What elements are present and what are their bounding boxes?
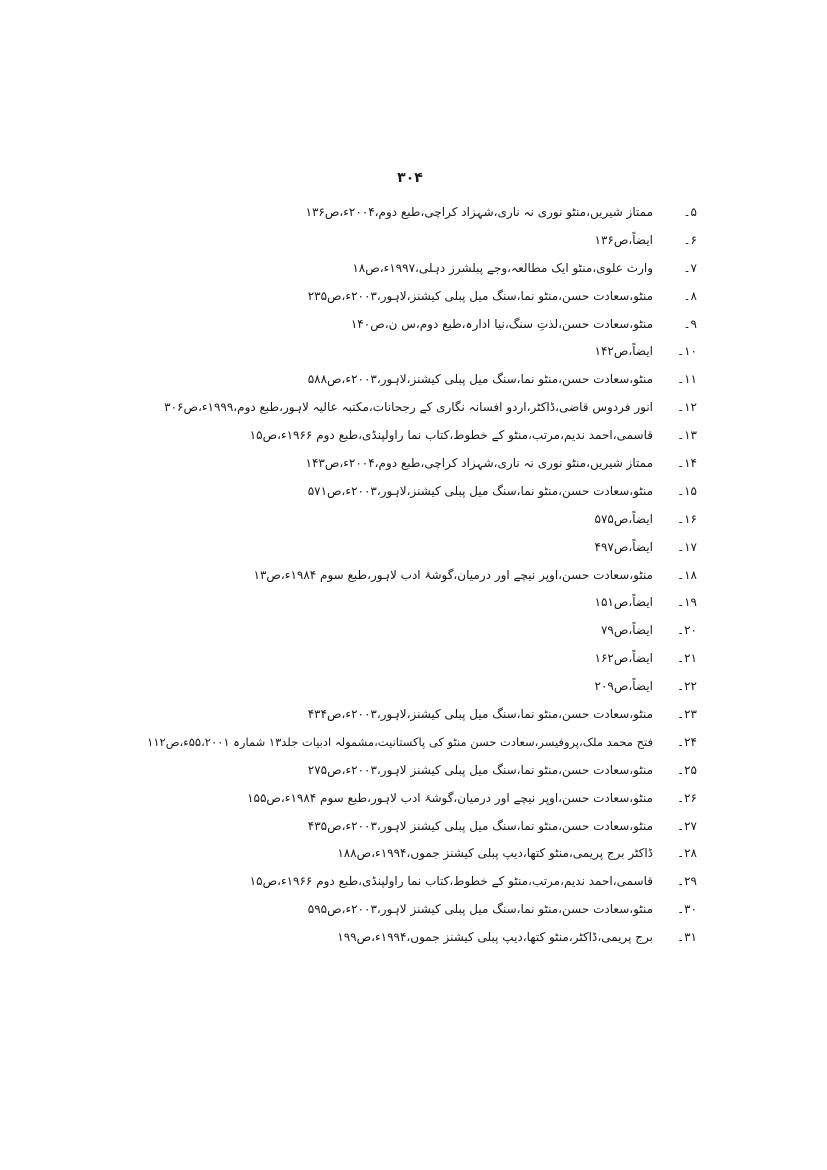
endnote-number: ۲۵۔ (677, 762, 697, 777)
endnote (137, 477, 697, 505)
endnote-number: ۱۹۔ (677, 595, 697, 610)
endnote (137, 923, 697, 951)
endnote (137, 839, 697, 867)
endnote-text: ایضاً،ص۱۶۲ (594, 651, 653, 666)
endnote-text: منٹو،سعادت حسن،منٹو نما،سنگ میل پبلی کیشنز،لاہور،۲۰۰۳ء،ص۴۳۴ (307, 706, 653, 721)
endnote-text: منٹو،سعادت حسن،اوپر نیچے اور درمیان،گوشۂ ادب لاہور،طبع سوم ۱۹۸۴ء،ص۱۵۵ (247, 790, 653, 805)
endnote-number: ۷۔ (683, 260, 697, 275)
endnote (137, 561, 697, 589)
endnote (137, 282, 697, 310)
endnote-number: ۲۲۔ (677, 679, 697, 694)
endnote-text: قاسمی،احمد ندیم،مرتب،منٹو کے خطوط،کتاب نما راولپنڈی،طبع دوم ۱۹۶۶ء،ص۱۵ (249, 874, 653, 889)
endnote-text: منٹو،سعادت حسن،منٹو نما،سنگ میل پبلی کیشنز،لاہور،۲۰۰۳ء،ص۲۳۵ (307, 288, 653, 303)
endnote (137, 867, 697, 895)
endnote-text: منٹو،سعادت حسن،منٹو نما،سنگ میل پبلی کیشنز لاہور،۲۰۰۳ء،ص۲۷۵ (307, 762, 653, 777)
endnote (137, 337, 697, 365)
endnote (137, 226, 697, 254)
endnote (137, 198, 697, 226)
endnote-text: ایضاً،ص۱۳۶ (594, 232, 653, 247)
endnote-number: ۱۶۔ (677, 511, 697, 526)
endnote (137, 728, 697, 756)
endnote-number: ۸۔ (683, 288, 697, 303)
endnote (137, 421, 697, 449)
endnote-number: ۱۵۔ (677, 483, 697, 498)
endnote-number: ۱۴۔ (677, 455, 697, 470)
endnote-number: ۳۱۔ (677, 930, 697, 945)
endnote (137, 310, 697, 338)
endnote-number: ۱۸۔ (677, 567, 697, 582)
endnote-text: ایضاً،ص۴۹۷ (594, 539, 653, 554)
endnote (137, 449, 697, 477)
endnote-number: ۲۷۔ (677, 818, 697, 833)
endnotes-list (137, 198, 697, 951)
endnote-number: ۶۔ (683, 232, 697, 247)
endnote-number: ۱۰۔ (677, 344, 697, 359)
endnote-text: ایضاً،ص۷۹ (600, 623, 653, 638)
endnote-text: منٹو،سعادت حسن،لذتِ سنگ،نیا ادارہ،طبع دوم،س ن،ص۱۴۰ (350, 316, 653, 331)
endnote-text: منٹو،سعادت حسن،منٹو نما،سنگ میل پبلی کیشنز لاہور،۲۰۰۳ء،ص۴۳۵ (307, 818, 653, 833)
endnote-number: ۱۱۔ (677, 372, 697, 387)
endnote-text: ایضاً،ص۲۰۹ (594, 679, 653, 694)
endnote (137, 784, 697, 812)
endnote-number: ۲۰۔ (677, 623, 697, 638)
endnote-text: منٹو،سعادت حسن،منٹو نما،سنگ میل پبلی کیشنز،لاہور،۲۰۰۳ء،ص۵۷۱ (307, 483, 653, 498)
endnote-text: فتح محمد ملک،پروفیسر،سعادت حسن منٹو کی پاکستانیت،مشمولہ ادبیات جلد۱۳ شمارہ ۵۵،۲۰۰۱ء،ص۱۱۲ (147, 734, 653, 749)
endnote (137, 756, 697, 784)
endnote-text: وارث علوی،منٹو ایک مطالعہ،وجے پبلشرز دہلی،۱۹۹۷ء،ص۱۸ (352, 260, 653, 275)
endnote-number: ۱۲۔ (677, 400, 697, 415)
endnote-text: ایضاً،ص۵۷۵ (594, 511, 653, 526)
endnote-text: ڈاکٹر برج پریمی،منٹو کتھا،دیپ پبلی کیشنز جموں،۱۹۹۴ء،ص۱۸۸ (337, 846, 653, 861)
endnote-text: انور فردوس قاضی،ڈاکٹر،اردو افسانہ نگاری کے رجحانات،مکتبہ عالیہ لاہور،طبع دوم،۱۹۹۹ء،ص۳۰۶ (164, 400, 653, 415)
endnote-text: ایضاً،ص۱۴۲ (594, 344, 653, 359)
endnote (137, 700, 697, 728)
endnote-number: ۹۔ (683, 316, 697, 331)
endnote (137, 254, 697, 282)
endnote (137, 365, 697, 393)
endnote-number: ۲۶۔ (677, 790, 697, 805)
endnote-text: ایضاً،ص۱۵۱ (594, 595, 653, 610)
endnote-number: ۲۴۔ (677, 734, 697, 749)
endnote (137, 895, 697, 923)
endnote-number: ۲۹۔ (677, 874, 697, 889)
endnote-text: برج پریمی،ڈاکٹر،منٹو کتھا،دیپ پبلی کیشنز جموں،۱۹۹۴ء،ص۱۹۹ (337, 930, 653, 945)
endnote-text: قاسمی،احمد ندیم،مرتب،منٹو کے خطوط،کتاب نما راولپنڈی،طبع دوم ۱۹۶۶ء،ص۱۵ (249, 428, 653, 443)
endnote (137, 616, 697, 644)
endnote (137, 588, 697, 616)
endnote (137, 393, 697, 421)
endnote (137, 505, 697, 533)
endnote (137, 644, 697, 672)
endnote-text: منٹو،سعادت حسن،منٹو نما،سنگ میل پبلی کیشنز،لاہور،۲۰۰۳ء،ص۵۸۸ (307, 372, 653, 387)
endnote-number: ۲۳۔ (677, 706, 697, 721)
endnote (137, 812, 697, 840)
endnote-text: منٹو،سعادت حسن،اوپر نیچے اور درمیان،گوشۂ ادب لاہور،طبع سوم ۱۹۸۴ء،ص۱۳ (253, 567, 653, 582)
endnote-text: ممتاز شیریں،منٹو نوری نہ ناری،شہزاد کراچی،طبع دوم،۲۰۰۴ء،ص۱۳۶ (305, 204, 653, 219)
endnote-number: ۱۳۔ (677, 428, 697, 443)
endnote-number: ۱۷۔ (677, 539, 697, 554)
endnote-number: ۵۔ (683, 204, 697, 219)
endnote-number: ۲۱۔ (677, 651, 697, 666)
endnote-text: منٹو،سعادت حسن،منٹو نما،سنگ میل پبلی کیشنز لاہور،۲۰۰۳ء،ص۵۹۵ (307, 902, 653, 917)
page-number: ۳۰۴ (397, 170, 423, 186)
endnote-number: ۲۸۔ (677, 846, 697, 861)
endnote (137, 533, 697, 561)
endnote-text: ممتاز شیریں،منٹو نوری نہ ناری،شہزاد کراچی،طبع دوم،۲۰۰۴ء،ص۱۴۳ (305, 455, 653, 470)
endnote (137, 672, 697, 700)
endnote-number: ۳۰۔ (677, 902, 697, 917)
